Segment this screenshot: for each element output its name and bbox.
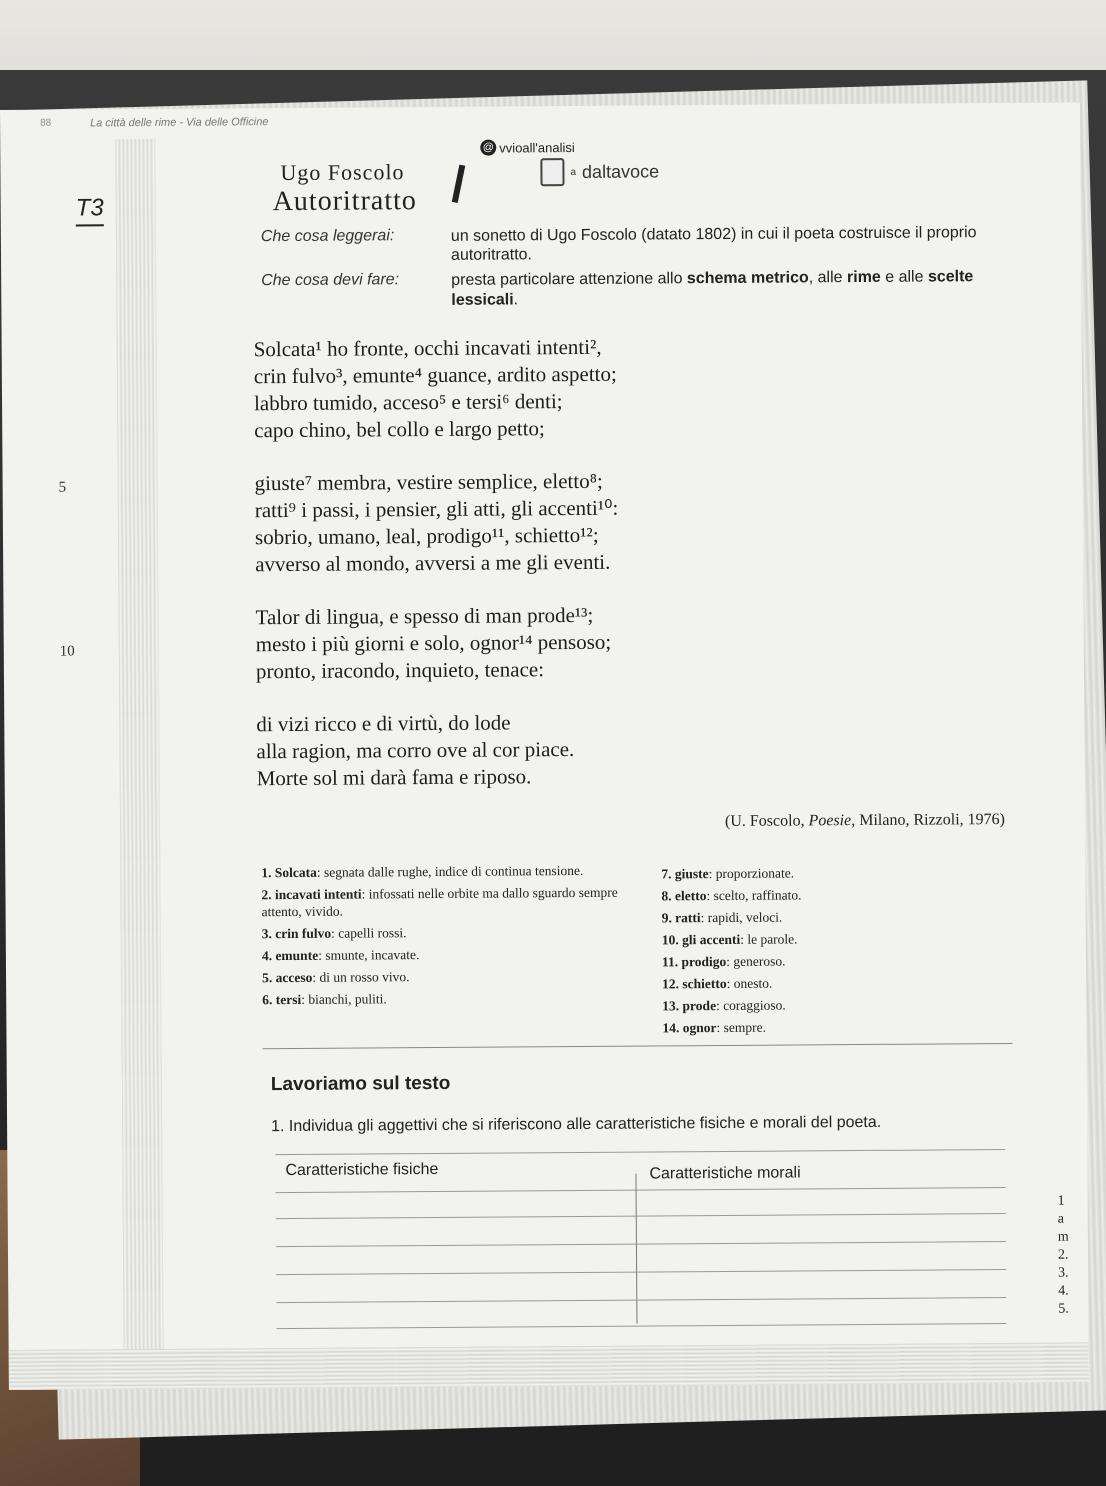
next-page-fragments: 1 a m 2. 3. 4. 5. — [1057, 1193, 1069, 1317]
verse-line: Solcata¹ ho fronte, occhi incavati intenti², — [253, 334, 602, 362]
intro-text: un sonetto di Ugo Foscolo (datato 1802) in cui il poeta costruisce il proprio autoritratto. — [450, 224, 977, 265]
verse-line: mesto i più giorni e solo, ognor¹⁴ pensoso; — [255, 629, 612, 657]
footnote: 13. prode: coraggioso. — [662, 997, 786, 1014]
intro-row-read — [261, 223, 1021, 267]
line-number: 10 — [59, 643, 75, 660]
badge-label: vvioall'analisi — [499, 139, 575, 156]
footnote: 4. emunte: smunte, incavate. — [261, 947, 420, 964]
answer-line[interactable] — [276, 1297, 1006, 1303]
text-code: T3 — [76, 194, 104, 226]
intro-label: Che cosa leggerai: — [260, 227, 395, 246]
verse-line: giuste⁷ membra, vestire semplice, eletto⁸; — [254, 468, 603, 496]
intro-row-do — [261, 267, 1021, 311]
stanza — [256, 706, 957, 792]
table-header-physical: Caratteristiche fisiche — [285, 1160, 439, 1180]
intro-box — [261, 223, 1022, 317]
verse-line: Morte sol mi darà fama e riposo. — [256, 764, 532, 791]
analysis-badge — [480, 139, 575, 156]
verse-line: sobrio, umano, leal, prodigo¹¹, schietto¹²; — [254, 522, 599, 550]
footnote: 6. tersi: bianchi, puliti. — [262, 991, 387, 1008]
exercise-question: 1. Individua gli aggettivi che si riferiscono alle caratteristiche fisiche e morali del poeta. — [271, 1113, 882, 1136]
verse-line: di vizi ricco e di virtù, do lode — [256, 710, 511, 737]
poem — [254, 331, 957, 818]
voice-label: daltavoce — [581, 160, 660, 182]
footnote: 7. giuste: proporzionate. — [661, 865, 795, 882]
footnote: 11. prodigo: generoso. — [661, 953, 786, 970]
stanza — [255, 465, 956, 578]
answer-line[interactable] — [276, 1241, 1006, 1247]
table-column-divider — [635, 1174, 637, 1324]
voice-prefix: a — [570, 166, 577, 178]
verse-line: crin fulvo³, emunte⁴ guance, ardito aspetto; — [253, 361, 617, 389]
footnote: 1. Solcata: segnata dalle rughe, indice di continua tensione. — [261, 862, 584, 881]
verse-line: alla ragion, ma corro ove al cor piace. — [256, 737, 575, 764]
footnote: 12. schietto: onesto. — [662, 975, 773, 992]
page-title: Autoritratto — [272, 185, 417, 218]
answer-line[interactable] — [276, 1213, 1006, 1219]
verse-line: ratti⁹ i passi, i pensier, gli atti, gli accenti¹⁰: — [254, 495, 619, 523]
footnote: 3. crin fulvo: capelli rossi. — [261, 925, 407, 942]
footnote: 9. ratti: rapidi, veloci. — [661, 909, 783, 926]
title-divider — [452, 165, 466, 203]
page-edges-left — [115, 139, 164, 1369]
table-rule — [276, 1187, 1006, 1193]
page-number: 88 — [40, 117, 52, 129]
footnote: 10. gli accenti: le parole. — [661, 931, 798, 948]
footnote: 14. ognor: sempre. — [662, 1019, 766, 1036]
intro-label: Che cosa devi fare: — [261, 271, 400, 290]
source-citation: (U. Foscolo, Poesie, Milano, Rizzoli, 1976) — [724, 811, 1006, 830]
stanza — [255, 599, 956, 685]
footnotes-left — [261, 862, 632, 1045]
footnote: 8. eletto: scelto, raffinato. — [661, 887, 802, 904]
footnotes — [261, 859, 1022, 1044]
footnote: 5. acceso: di un rosso vivo. — [262, 969, 410, 986]
footnote: 2. incavati intenti: infossati nelle orbite ma dallo sguardo sempre attento, vivido. — [261, 884, 618, 920]
running-head: La città delle rime - Via delle Officine — [90, 116, 269, 130]
section-divider — [263, 1043, 1013, 1049]
intro-text: presta particolare attenzione allo schema metrico, alle rime e alle scelte lessicali. — [451, 268, 974, 309]
line-number: 5 — [58, 479, 67, 496]
page-edges-bottom — [9, 1342, 1089, 1390]
table-rule — [275, 1149, 1005, 1155]
exercise-section-title: Lavoriamo sul testo — [270, 1072, 451, 1096]
book-page — [0, 102, 1089, 1390]
answer-line[interactable] — [277, 1323, 1007, 1329]
verse-line: labbro tumido, acceso⁵ e tersi⁶ denti; — [253, 389, 563, 416]
author-name: Ugo Foscolo — [280, 159, 405, 186]
at-icon: @ — [480, 140, 496, 156]
verse-line: pronto, iracondo, inquieto, tenace: — [255, 657, 545, 684]
footnotes-right — [661, 859, 1012, 1041]
audiobook-icon — [540, 158, 564, 186]
stanza — [254, 331, 955, 444]
answer-line[interactable] — [276, 1269, 1006, 1275]
answer-table — [275, 1143, 1006, 1344]
verse-line: avverso al mondo, avversi a me gli eventi. — [255, 549, 611, 577]
verse-line: capo chino, bel collo e largo petto; — [254, 416, 545, 443]
verse-line: Talor di lingua, e spesso di man prode¹³; — [255, 602, 594, 630]
table-header-moral: Caratteristiche morali — [649, 1164, 801, 1183]
audio-reading-label — [540, 157, 659, 186]
